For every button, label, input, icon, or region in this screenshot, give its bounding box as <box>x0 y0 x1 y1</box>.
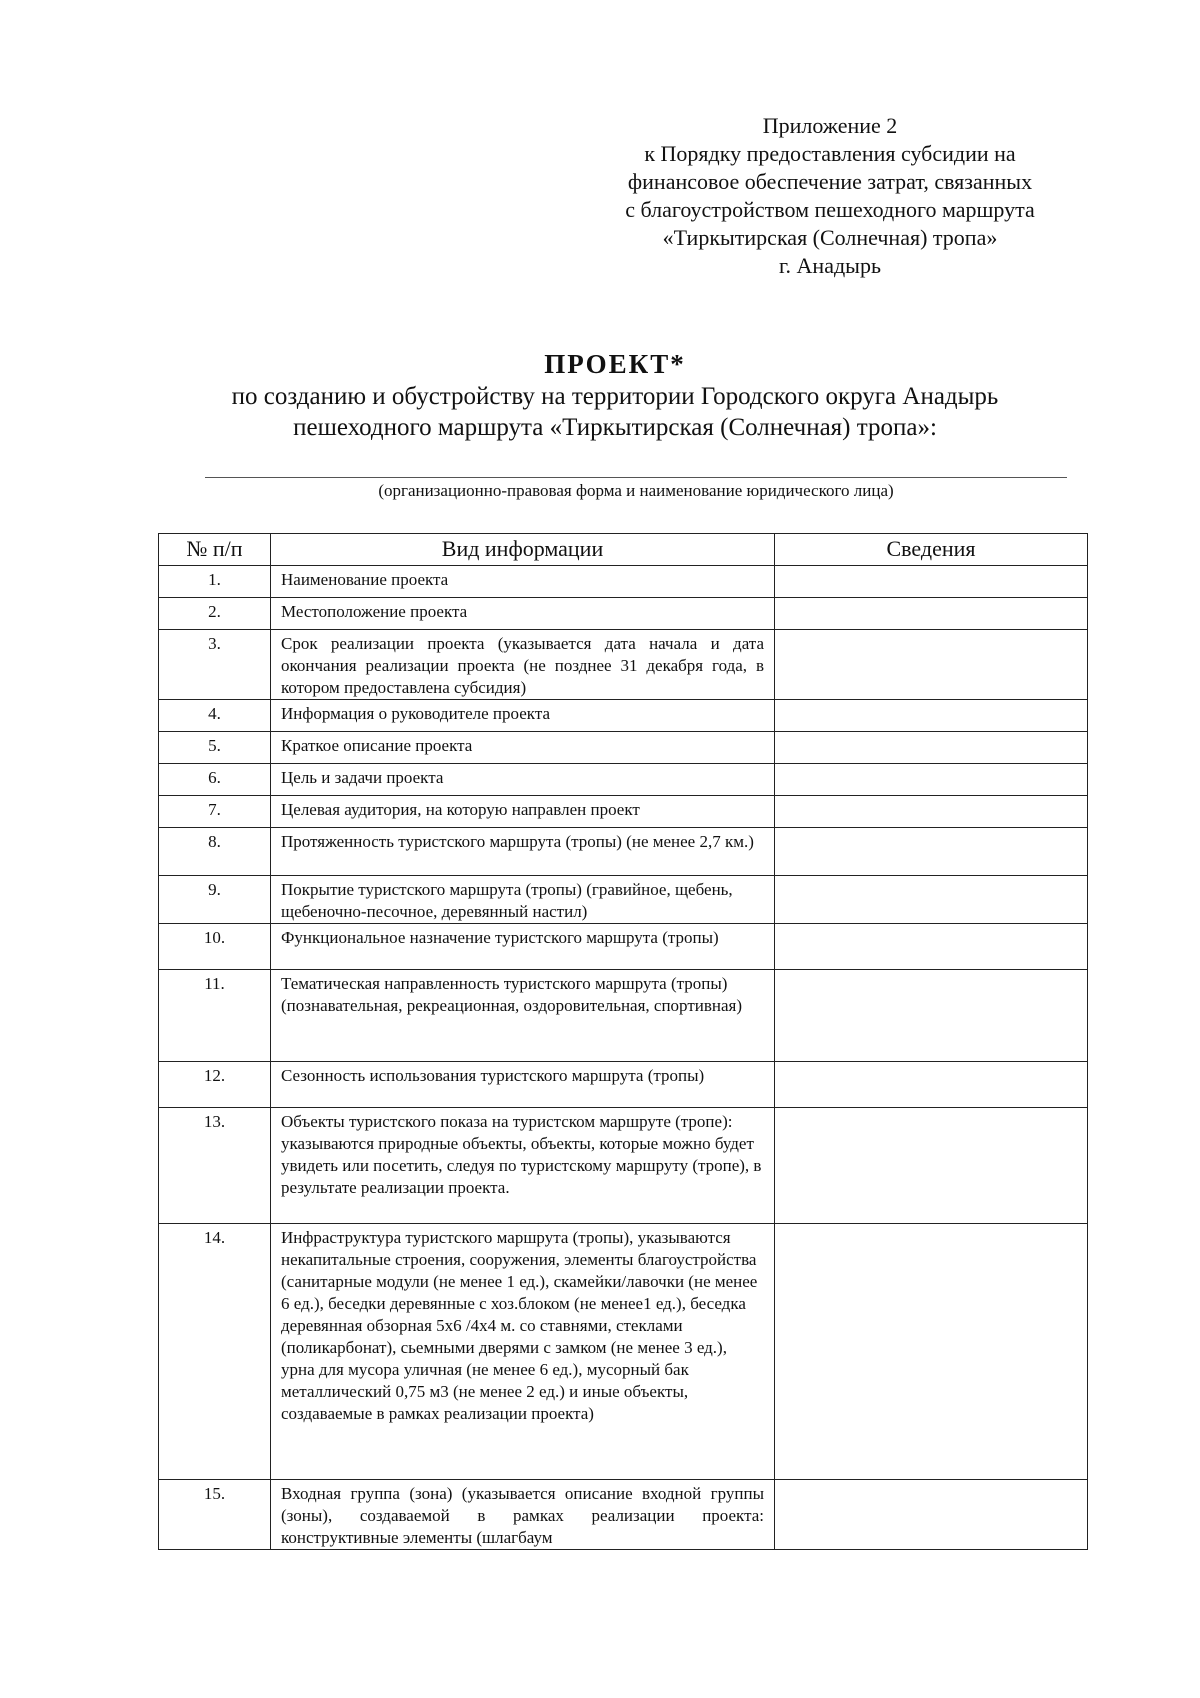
row-details <box>775 796 1088 828</box>
row-number: 11. <box>159 970 271 1062</box>
table-row <box>159 764 1088 796</box>
table-row <box>159 796 1088 828</box>
row-number: 12. <box>159 1062 271 1108</box>
table-row <box>159 1062 1088 1108</box>
row-info-type: Целевая аудитория, на которую направлен проект <box>271 796 775 828</box>
row-details <box>775 630 1088 700</box>
row-details <box>775 1480 1088 1550</box>
table-row <box>159 732 1088 764</box>
document-title <box>150 347 1080 443</box>
row-details <box>775 1108 1088 1224</box>
row-info-type: Объекты туристского показа на туристском маршруте (тропе): указываются природные объекты, объекты, которые можно будет увидеть или посетить, следуя по туристскому маршруту (тропе), в результате реализации проекта. <box>271 1108 775 1224</box>
table-row <box>159 1108 1088 1224</box>
row-info-type: Срок реализации проекта (указывается дата начала и дата окончания реализации проекта (не позднее 31 декабря года, в котором предоставлена субсидия) <box>271 630 775 700</box>
row-info-type: Сезонность использования туристского маршрута (тропы) <box>271 1062 775 1108</box>
table-row <box>159 700 1088 732</box>
table-row <box>159 566 1088 598</box>
row-info-type: Покрытие туристского маршрута (тропы) (гравийное, щебень, щебеночно-песочное, деревянный настил) <box>271 876 775 924</box>
row-details <box>775 1062 1088 1108</box>
row-number: 9. <box>159 876 271 924</box>
appendix-line: с благоустройством пешеходного маршрута <box>625 197 1035 222</box>
appendix-line: г. Анадырь <box>779 253 881 278</box>
row-number: 7. <box>159 796 271 828</box>
row-info-type: Наименование проекта <box>271 566 775 598</box>
title-heading: ПРОЕКТ* <box>544 349 686 379</box>
row-number: 2. <box>159 598 271 630</box>
row-number: 8. <box>159 828 271 876</box>
appendix-line: финансовое обеспечение затрат, связанных <box>627 169 1033 194</box>
project-info-table <box>158 533 1088 1550</box>
header-details: Сведения <box>775 534 1088 566</box>
table-row <box>159 924 1088 970</box>
row-details <box>775 876 1088 924</box>
table-row <box>159 828 1088 876</box>
row-info-type: Краткое описание проекта <box>271 732 775 764</box>
row-number: 14. <box>159 1224 271 1480</box>
fill-in-caption: (организационно-правовая форма и наименование юридического лица) <box>378 481 894 500</box>
row-info-type: Функциональное назначение туристского маршрута (тропы) <box>271 924 775 970</box>
table-row <box>159 598 1088 630</box>
row-info-type: Входная группа (зона) (указывается описание входной группы (зоны), создаваемой в рамках реализации проекта: конструктивные элементы (шлагбаум <box>271 1480 775 1550</box>
row-details <box>775 764 1088 796</box>
table-row <box>159 630 1088 700</box>
row-number: 1. <box>159 566 271 598</box>
row-info-type: Цель и задачи проекта <box>271 764 775 796</box>
row-details <box>775 566 1088 598</box>
fill-in-line <box>205 477 1067 478</box>
table-header-row <box>159 534 1088 566</box>
header-number: № п/п <box>159 534 271 566</box>
row-number: 10. <box>159 924 271 970</box>
row-details <box>775 700 1088 732</box>
row-details <box>775 970 1088 1062</box>
table-row <box>159 1224 1088 1480</box>
row-details <box>775 924 1088 970</box>
appendix-line: к Порядку предоставления субсидии на <box>644 141 1016 166</box>
row-details <box>775 732 1088 764</box>
row-number: 6. <box>159 764 271 796</box>
appendix-line: «Тиркытирская (Солнечная) тропа» <box>662 225 998 250</box>
table-row <box>159 876 1088 924</box>
row-info-type: Инфраструктура туристского маршрута (тропы), указываются некапитальные строения, сооружения, элементы благоустройства (санитарные модули (не менее 1 ед.), скамейки/лавочки (не менее 6 ед.), беседки деревянные с хоз.блоком (не менее1 ед.), беседка деревянная обзорная 5х6 /4х4 м. со ставнями, стеклами (поликарбонат), сьемными дверями с замком (не менее 3 ед.), урна для мусора уличная (не менее 6 ед.), мусорный бак металлический 0,75 м3 (не менее 2 ед.) и иные объекты, создаваемые в рамках реализации проекта) <box>271 1224 775 1480</box>
row-number: 3. <box>159 630 271 700</box>
title-line-2: пешеходного маршрута «Тиркытирская (Солнечная) тропа»: <box>293 414 937 441</box>
row-number: 15. <box>159 1480 271 1550</box>
appendix-block <box>560 112 1100 280</box>
row-info-type: Протяженность туристского маршрута (тропы) (не менее 2,7 км.) <box>271 828 775 876</box>
row-number: 13. <box>159 1108 271 1224</box>
title-line-1: по созданию и обустройству на территории Городского округа Анадырь <box>231 383 999 410</box>
row-number: 4. <box>159 700 271 732</box>
appendix-line: Приложение 2 <box>762 113 898 138</box>
row-info-type: Информация о руководителе проекта <box>271 700 775 732</box>
header-info-type: Вид информации <box>271 534 775 566</box>
row-details <box>775 598 1088 630</box>
row-details <box>775 1224 1088 1480</box>
table-row <box>159 970 1088 1062</box>
row-info-type: Местоположение проекта <box>271 598 775 630</box>
row-details <box>775 828 1088 876</box>
row-number: 5. <box>159 732 271 764</box>
table-row <box>159 1480 1088 1550</box>
row-info-type: Тематическая направленность туристского маршрута (тропы) (познавательная, рекреационная, оздоровительная, спортивная) <box>271 970 775 1062</box>
